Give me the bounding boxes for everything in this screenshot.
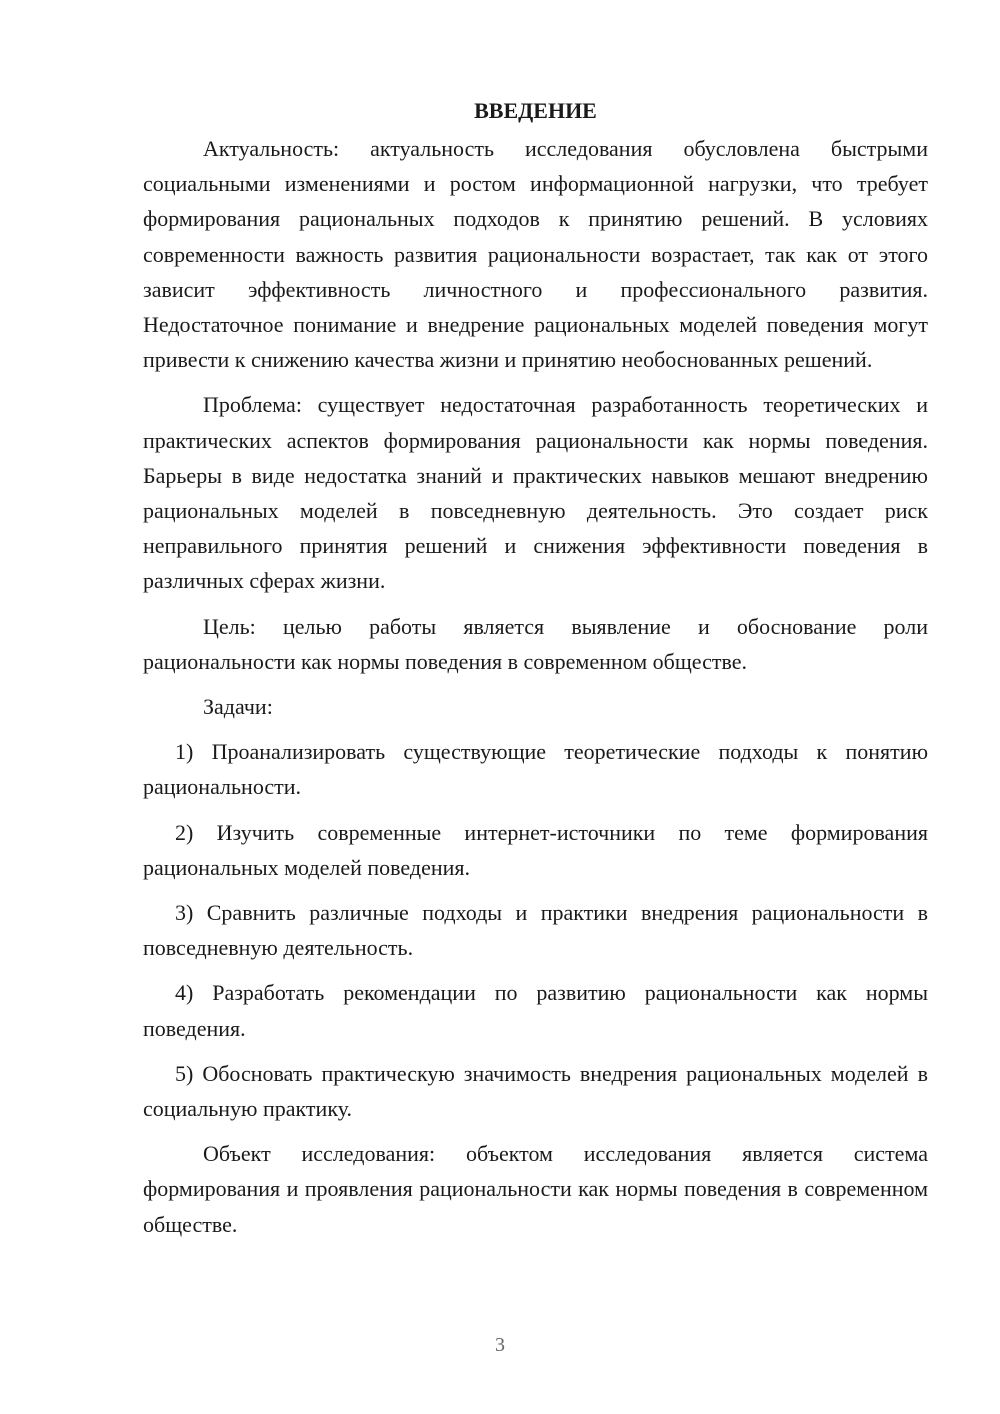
task-item-3: 3) Сравнить различные подходы и практики внедрения рациональности в повседневную деятельность. (143, 900, 928, 961)
document-page (143, 96, 928, 1242)
tasks-list (143, 734, 928, 1126)
paragraph-object: Объект исследования: объектом исследования является система формирования и проявления рациональности как нормы поведения в современном обществе. (143, 1141, 928, 1237)
paragraph-goal: Цель: целью работы является выявление и обоснование роли рациональности как нормы поведения в современном обществе. (143, 613, 928, 674)
task-item-5: 5) Обосновать практическую значимость внедрения рациональных моделей в социальную практику. (143, 1060, 928, 1122)
task-item-4: 4) Разработать рекомендации по развитию рациональности как нормы поведения. (143, 980, 928, 1041)
task-item-2: 2) Изучить современные интернет-источники по теме формирования рациональных моделей поведения. (143, 819, 928, 880)
page-number: 3 (495, 1334, 505, 1356)
paragraph-problem: Проблема: существует недостаточная разработанность теоретических и практических аспектов формирования рациональности как нормы поведения. Барьеры в виде недостатка знаний и практических навыков мешают внедрению рациональных моделей в повседневную деятельность. Это создает риск неправильного принятия решений и снижения эффективности поведения в различных сферах жизни. (143, 392, 928, 594)
tasks-heading: Задачи: (203, 694, 273, 720)
section-title: ВВЕДЕНИЕ (474, 98, 597, 123)
task-item-1: 1) Проанализировать существующие теоретические подходы к понятию рациональности. (143, 739, 928, 800)
paragraph-relevance: Актуальность: актуальность исследования обусловлена быстрыми социальными изменениями и ростом информационной нагрузки, что требует формирования рациональных подходов к принятию решений. В условиях современности важность развития рациональности возрастает, так как от этого зависит эффективность личностного и профессионального развития. Недостаточное понимание и внедрение рациональных моделей поведения могут привести к снижению качества жизни и принятию необоснованных решений. (143, 136, 928, 373)
